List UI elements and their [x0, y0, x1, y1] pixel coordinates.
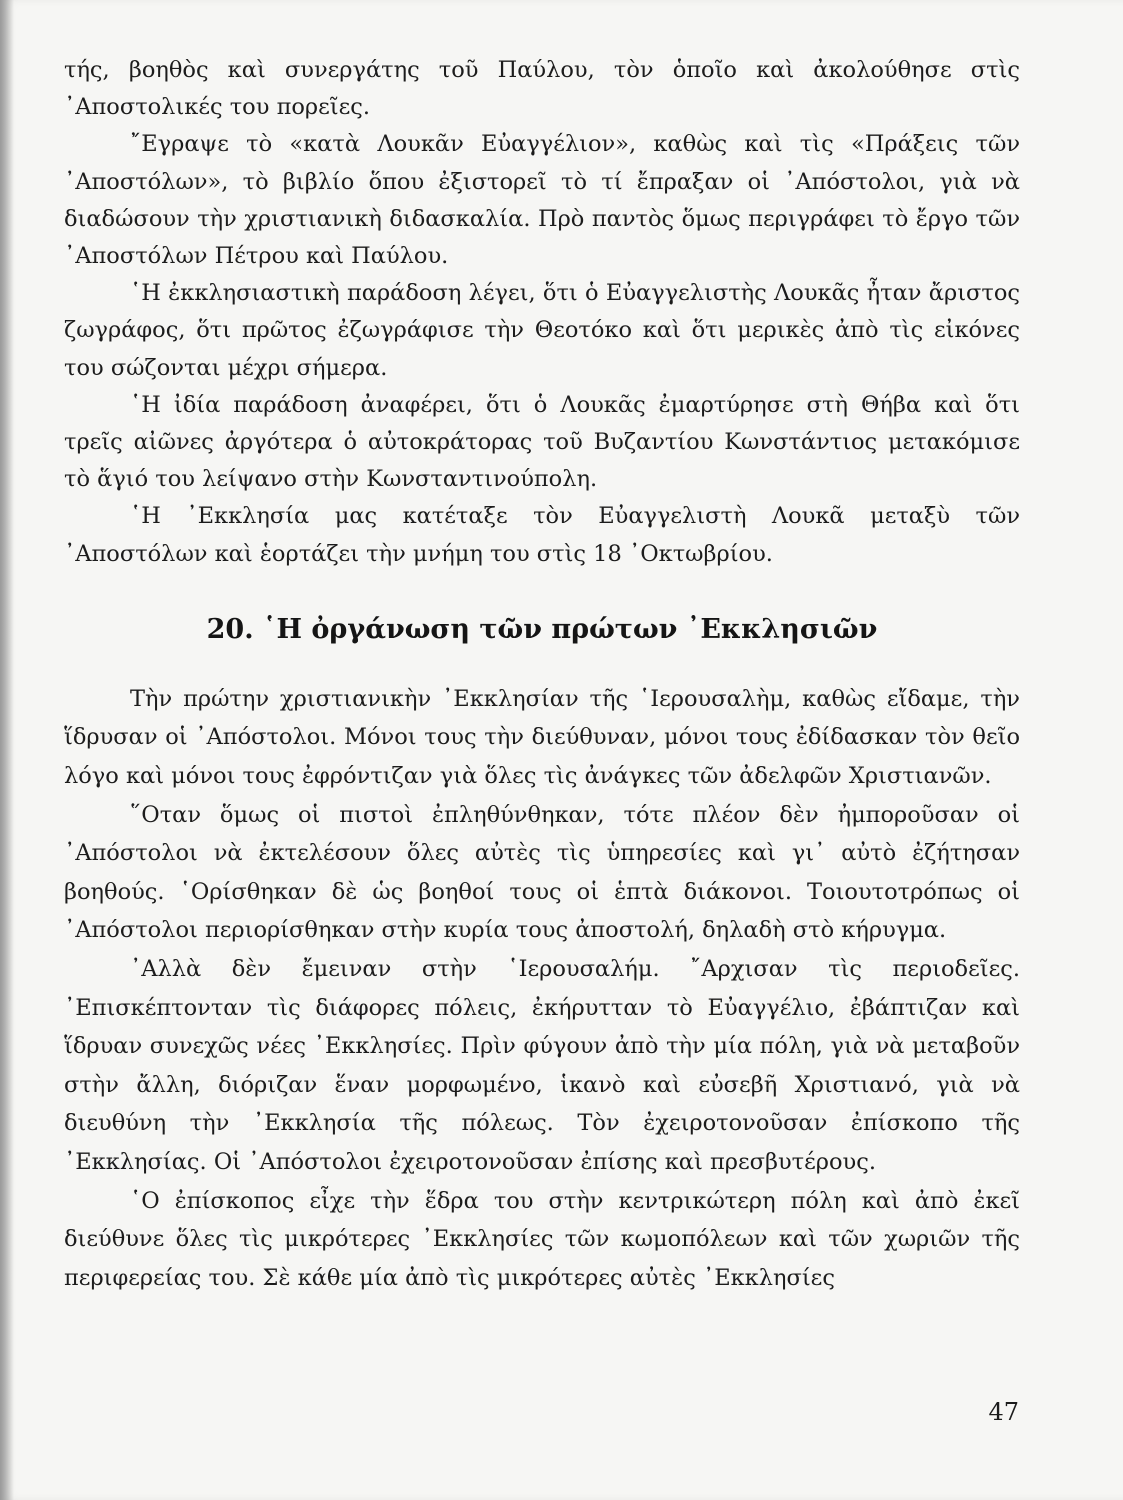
- paragraph: ῾Η ἐκκλησιαστικὴ παράδοση λέγει, ὅτι ὁ Εὐαγγελιστὴς Λουκᾶς ἦταν ἄριστος ζωγράφος, ὅτι πρῶτος ἐζωγράφισε τὴν Θεοτόκο καὶ ὅτι μερικὲς ἀπὸ τὶς εἰκόνες του σώζονται μέχρι σήμερα.: [64, 280, 1020, 381]
- paragraph: ῾Ο ἐπίσκοπος εἶχε τὴν ἕδρα του στὴν κεντρικώτερη πόλη καὶ ἀπὸ ἐκεῖ διεύθυνε ὅλες τὶς μικρότερες ᾿Εκκλησίες τῶν κωμοπόλεων καὶ τῶν χωριῶν τῆς περιφερείας του. Σὲ κάθε μία ἀπὸ τὶς μικρότερες αὐτὲς ᾿Εκκλησίες: [64, 1187, 1020, 1291]
- paragraph: ῎Εγραψε τὸ «κατὰ Λουκᾶν Εὐαγγέλιον», καθὼς καὶ τὶς «Πράξεις τῶν ᾿Αποστόλων», τὸ βιβλίο ὅπου ἐξιστορεῖ τὸ τί ἔπραξαν οἱ ᾿Απόστολοι, γιὰ νὰ διαδώσουν τὴν χριστιανικὴ διδασκαλία. Πρὸ παντὸς ὅμως περιγράφει τὸ ἔργο τῶν ᾿Αποστόλων Πέτρου καὶ Παύλου.: [64, 131, 1020, 270]
- page-number: 47: [988, 1398, 1019, 1426]
- paragraph: ᾿Αλλὰ δὲν ἔμειναν στὴν ῾Ιερουσαλήμ. ῎Αρχισαν τὶς περιοδεῖες. ᾿Επισκέπτονταν τὶς διάφορες πόλεις, ἐκήρυτταν τὸ Εὐαγγέλιο, ἐβάπτιζαν καὶ ἵδρυαν συνεχῶς νέες ᾿Εκκλησίες. Πρὶν φύγουν ἀπὸ τὴν μία πόλη, γιὰ νὰ μεταβοῦν στὴν ἄλλη, διόριζαν ἕναν μορφωμένο, ἱκανὸ καὶ εὐσεβῆ Χριστιανό, γιὰ νὰ διευθύνη τὴν ᾿Εκκλησία τῆς πόλεως. Τὸν ἐχειροτονοῦσαν ἐπίσκοπο τῆς ᾿Εκκλησίας. Οἱ ᾿Απόστολοι ἐχειροτονοῦσαν ἐπίσης καὶ πρεσβυτέρους.: [64, 956, 1020, 1175]
- binding-shadow: [0, 0, 14, 1500]
- paragraph: ῾Η ᾿Εκκλησία μας κατέταξε τὸν Εὐαγγελιστὴ Λουκᾶ μεταξὺ τῶν ᾿Αποστόλων καὶ ἑορτάζει τὴν μνήμη του στὶς 18 ᾿Οκτωβρίου.: [64, 503, 1020, 567]
- section-heading: 20. ῾Η ὀργάνωση τῶν πρώτων ᾿Εκκλησιῶν: [206, 613, 878, 645]
- paragraph-continued: τής, βοηθὸς καὶ συνεργάτης τοῦ Παύλου, τὸν ὁποῖο καὶ ἀκολούθησε στὶς ᾿Αποστολικές του πορεῖες.: [64, 57, 1020, 121]
- paragraph: Τὴν πρώτην χριστιανικὴν ᾿Εκκλησίαν τῆς ῾Ιερουσαλὴμ, καθὼς εἴδαμε, τὴν ἵδρυσαν οἱ ᾿Απόστολοι. Μόνοι τους τὴν διεύθυναν, μόνοι τους ἐδίδασκαν τὸν θεῖο λόγο καὶ μόνοι τους ἐφρόντιζαν γιὰ ὅλες τὶς ἀνάγκες τῶν ἀδελφῶν Χριστιανῶν.: [64, 685, 1020, 790]
- paragraph: ῞Οταν ὅμως οἱ πιστοὶ ἐπληθύνθηκαν, τότε πλέον δὲν ἠμποροῦσαν οἱ ᾿Απόστολοι νὰ ἐκτελέσουν ὅλες αὐτὲς τὶς ὑπηρεσίες καὶ γι᾿ αὐτὸ ἐζήτησαν βοηθούς. ῾Ορίσθηκαν δὲ ὡς βοηθοί τους οἱ ἑπτὰ διάκονοι. Τοιουτοτρόπως οἱ ᾿Απόστολοι περιορίσθηκαν στὴν κυρία τους ἀποστολή, δηλαδὴ στὸ κήρυγμα.: [64, 801, 1020, 944]
- page-text: [64, 52, 1020, 1297]
- paragraph: ῾Η ἰδία παράδοση ἀναφέρει, ὅτι ὁ Λουκᾶς ἐμαρτύρησε στὴ Θήβα καὶ ὅτι τρεῖς αἰῶνες ἀργότερα ὁ αὐτοκράτορας τοῦ Βυζαντίου Κωνστάντιος μετακόμισε τὸ ἅγιό του λείψανο στὴν Κωνσταντινούπολη.: [64, 391, 1020, 493]
- section-body: [64, 680, 1020, 1298]
